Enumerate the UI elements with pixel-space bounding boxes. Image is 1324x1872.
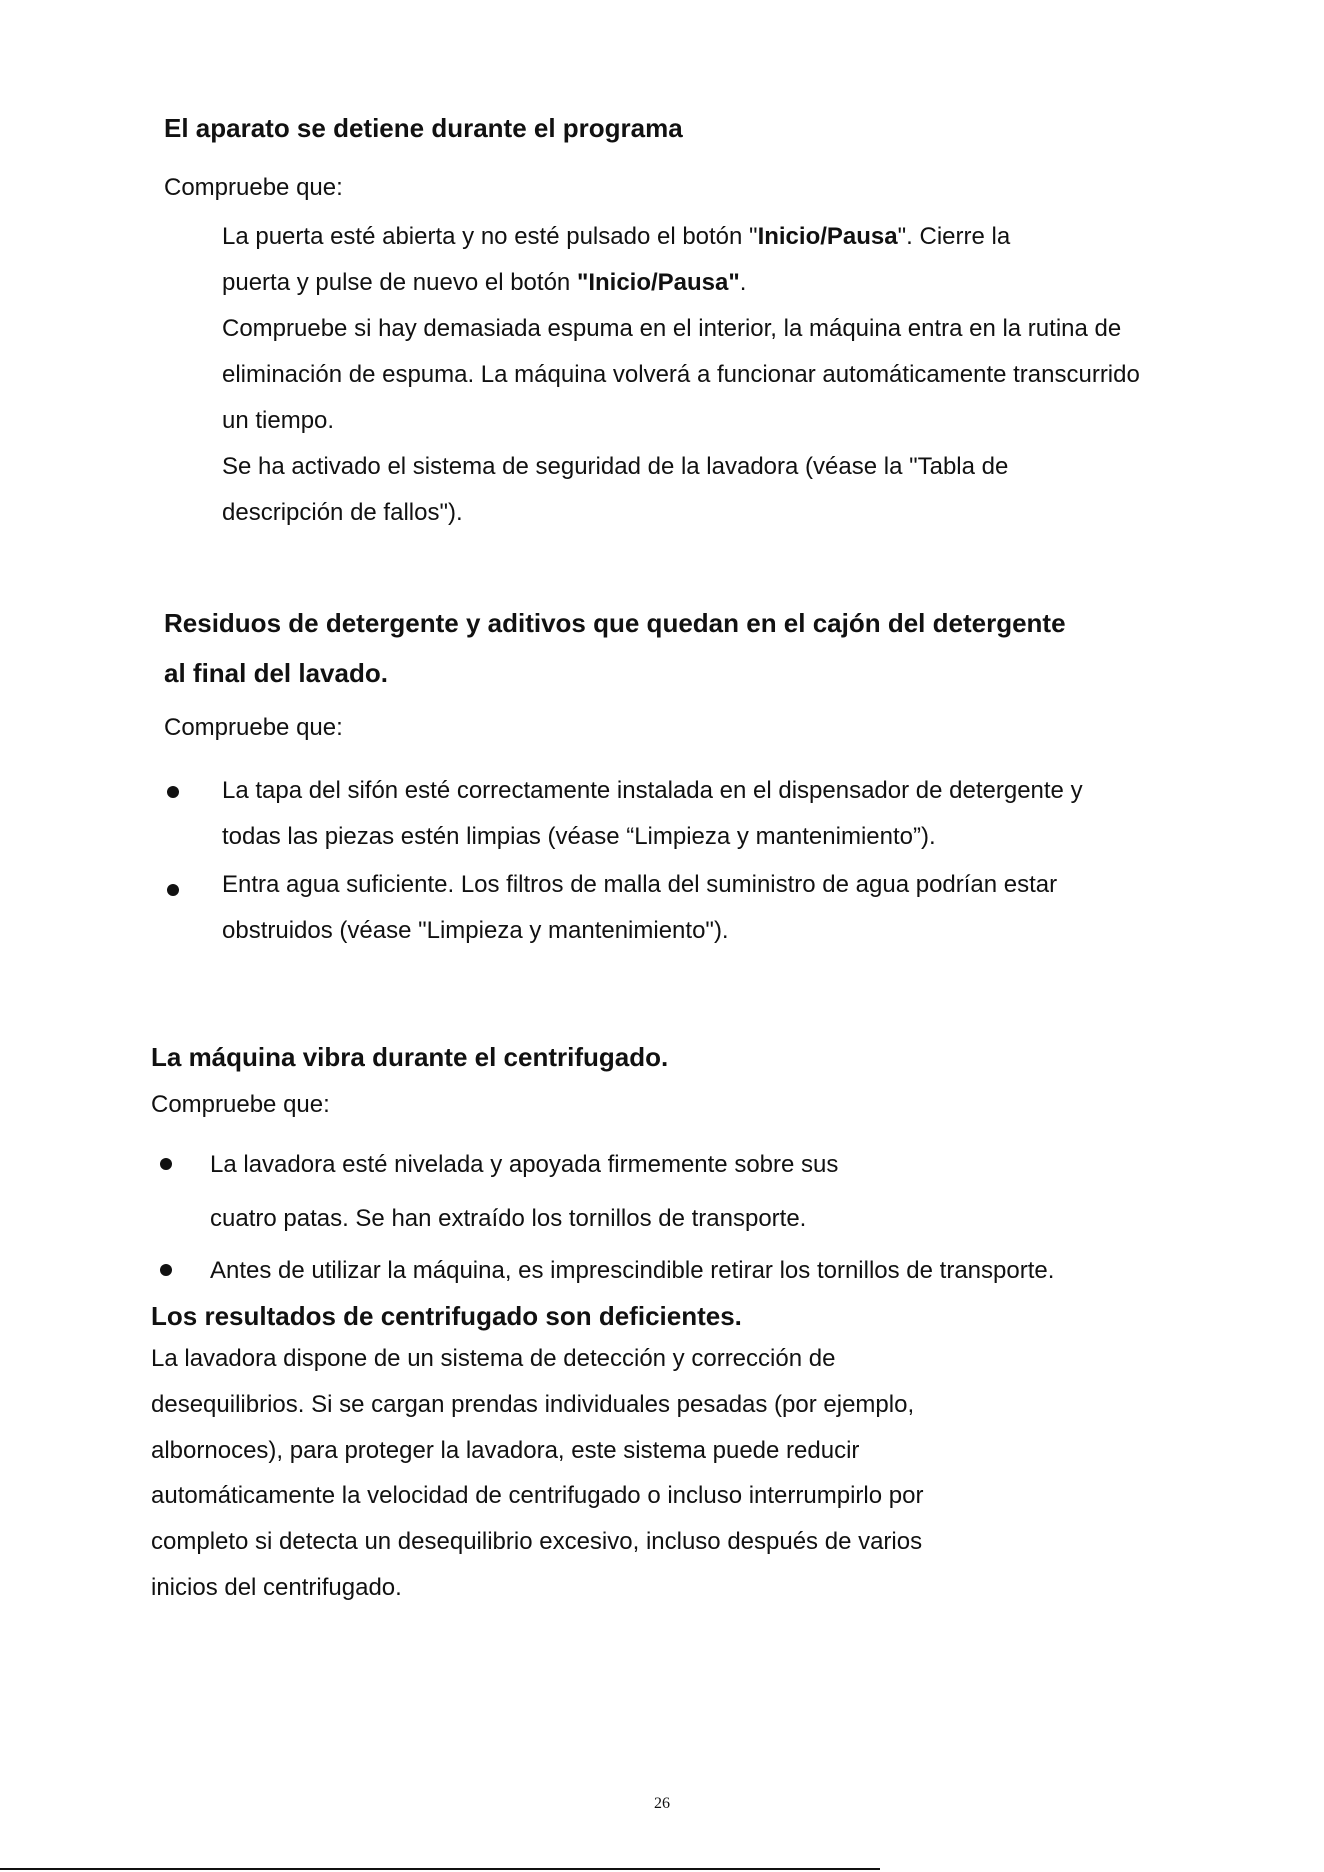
list-item-text: La lavadora esté nivelada y apoyada firmemente sobre sus bbox=[210, 1151, 839, 1178]
list-item-text: todas las piezas estén limpias (véase “Limpieza y mantenimiento”). bbox=[222, 823, 936, 850]
list-item-text: La puerta esté abierta y no esté pulsado el botón "Inicio/Pausa". Cierre la bbox=[222, 223, 1011, 250]
paragraph-line: La lavadora dispone de un sistema de detección y corrección de bbox=[151, 1345, 836, 1372]
list-item-text: Compruebe si hay demasiada espuma en el interior, la máquina entra en la rutina de bbox=[222, 315, 1122, 342]
section-intro-text: Compruebe que: bbox=[164, 714, 343, 741]
section-heading-appliance-stops: El aparato se detiene durante el programa bbox=[164, 113, 683, 143]
list-item-text: Entra agua suficiente. Los filtros de malla del suministro de agua podrían estar bbox=[222, 871, 1058, 898]
section-heading-detergent-residue: Residuos de detergente y aditivos que quedan en el cajón del detergente bbox=[164, 608, 1066, 638]
list-item-text: Se ha activado el sistema de seguridad de la lavadora (véase la "Tabla de bbox=[222, 453, 1009, 480]
bullet-icon bbox=[167, 884, 179, 896]
list-item-text: Antes de utilizar la máquina, es imprescindible retirar los tornillos de transporte. bbox=[210, 1257, 1055, 1284]
list-item-text: La tapa del sifón esté correctamente instalada en el dispensador de detergente y bbox=[222, 777, 1083, 804]
section-heading-detergent-residue-cont: al final del lavado. bbox=[164, 658, 388, 688]
section-heading-spin-results: Los resultados de centrifugado son deficientes. bbox=[151, 1301, 742, 1331]
paragraph-line: automáticamente la velocidad de centrifugado o incluso interrumpirlo por bbox=[151, 1482, 924, 1509]
list-item-text: un tiempo. bbox=[222, 407, 335, 434]
paragraph-line: desequilibrios. Si se cargan prendas individuales pesadas (por ejemplo, bbox=[151, 1391, 915, 1418]
bullet-icon bbox=[167, 786, 179, 798]
list-item-text: descripción de fallos"). bbox=[222, 499, 463, 526]
section-intro-text: Compruebe que: bbox=[164, 174, 343, 201]
page-number: 26 bbox=[654, 1795, 670, 1812]
paragraph-line: inicios del centrifugado. bbox=[151, 1574, 402, 1601]
paragraph-line: completo si detecta un desequilibrio excesivo, incluso después de varios bbox=[151, 1528, 923, 1555]
list-item-text: obstruidos (véase "Limpieza y mantenimiento"). bbox=[222, 917, 729, 944]
paragraph-line: albornoces), para proteger la lavadora, este sistema puede reducir bbox=[151, 1437, 860, 1464]
section-heading-vibration: La máquina vibra durante el centrifugado. bbox=[151, 1042, 669, 1072]
footer-divider bbox=[0, 1868, 880, 1870]
section-intro-text: Compruebe que: bbox=[151, 1091, 330, 1118]
list-item-text: puerta y pulse de nuevo el botón "Inicio/Pausa". bbox=[222, 269, 747, 296]
bullet-icon bbox=[160, 1264, 172, 1276]
list-item-text: eliminación de espuma. La máquina volverá a funcionar automáticamente transcurrido bbox=[222, 361, 1140, 388]
bullet-icon bbox=[160, 1158, 172, 1170]
list-item-text: cuatro patas. Se han extraído los tornillos de transporte. bbox=[210, 1205, 807, 1232]
